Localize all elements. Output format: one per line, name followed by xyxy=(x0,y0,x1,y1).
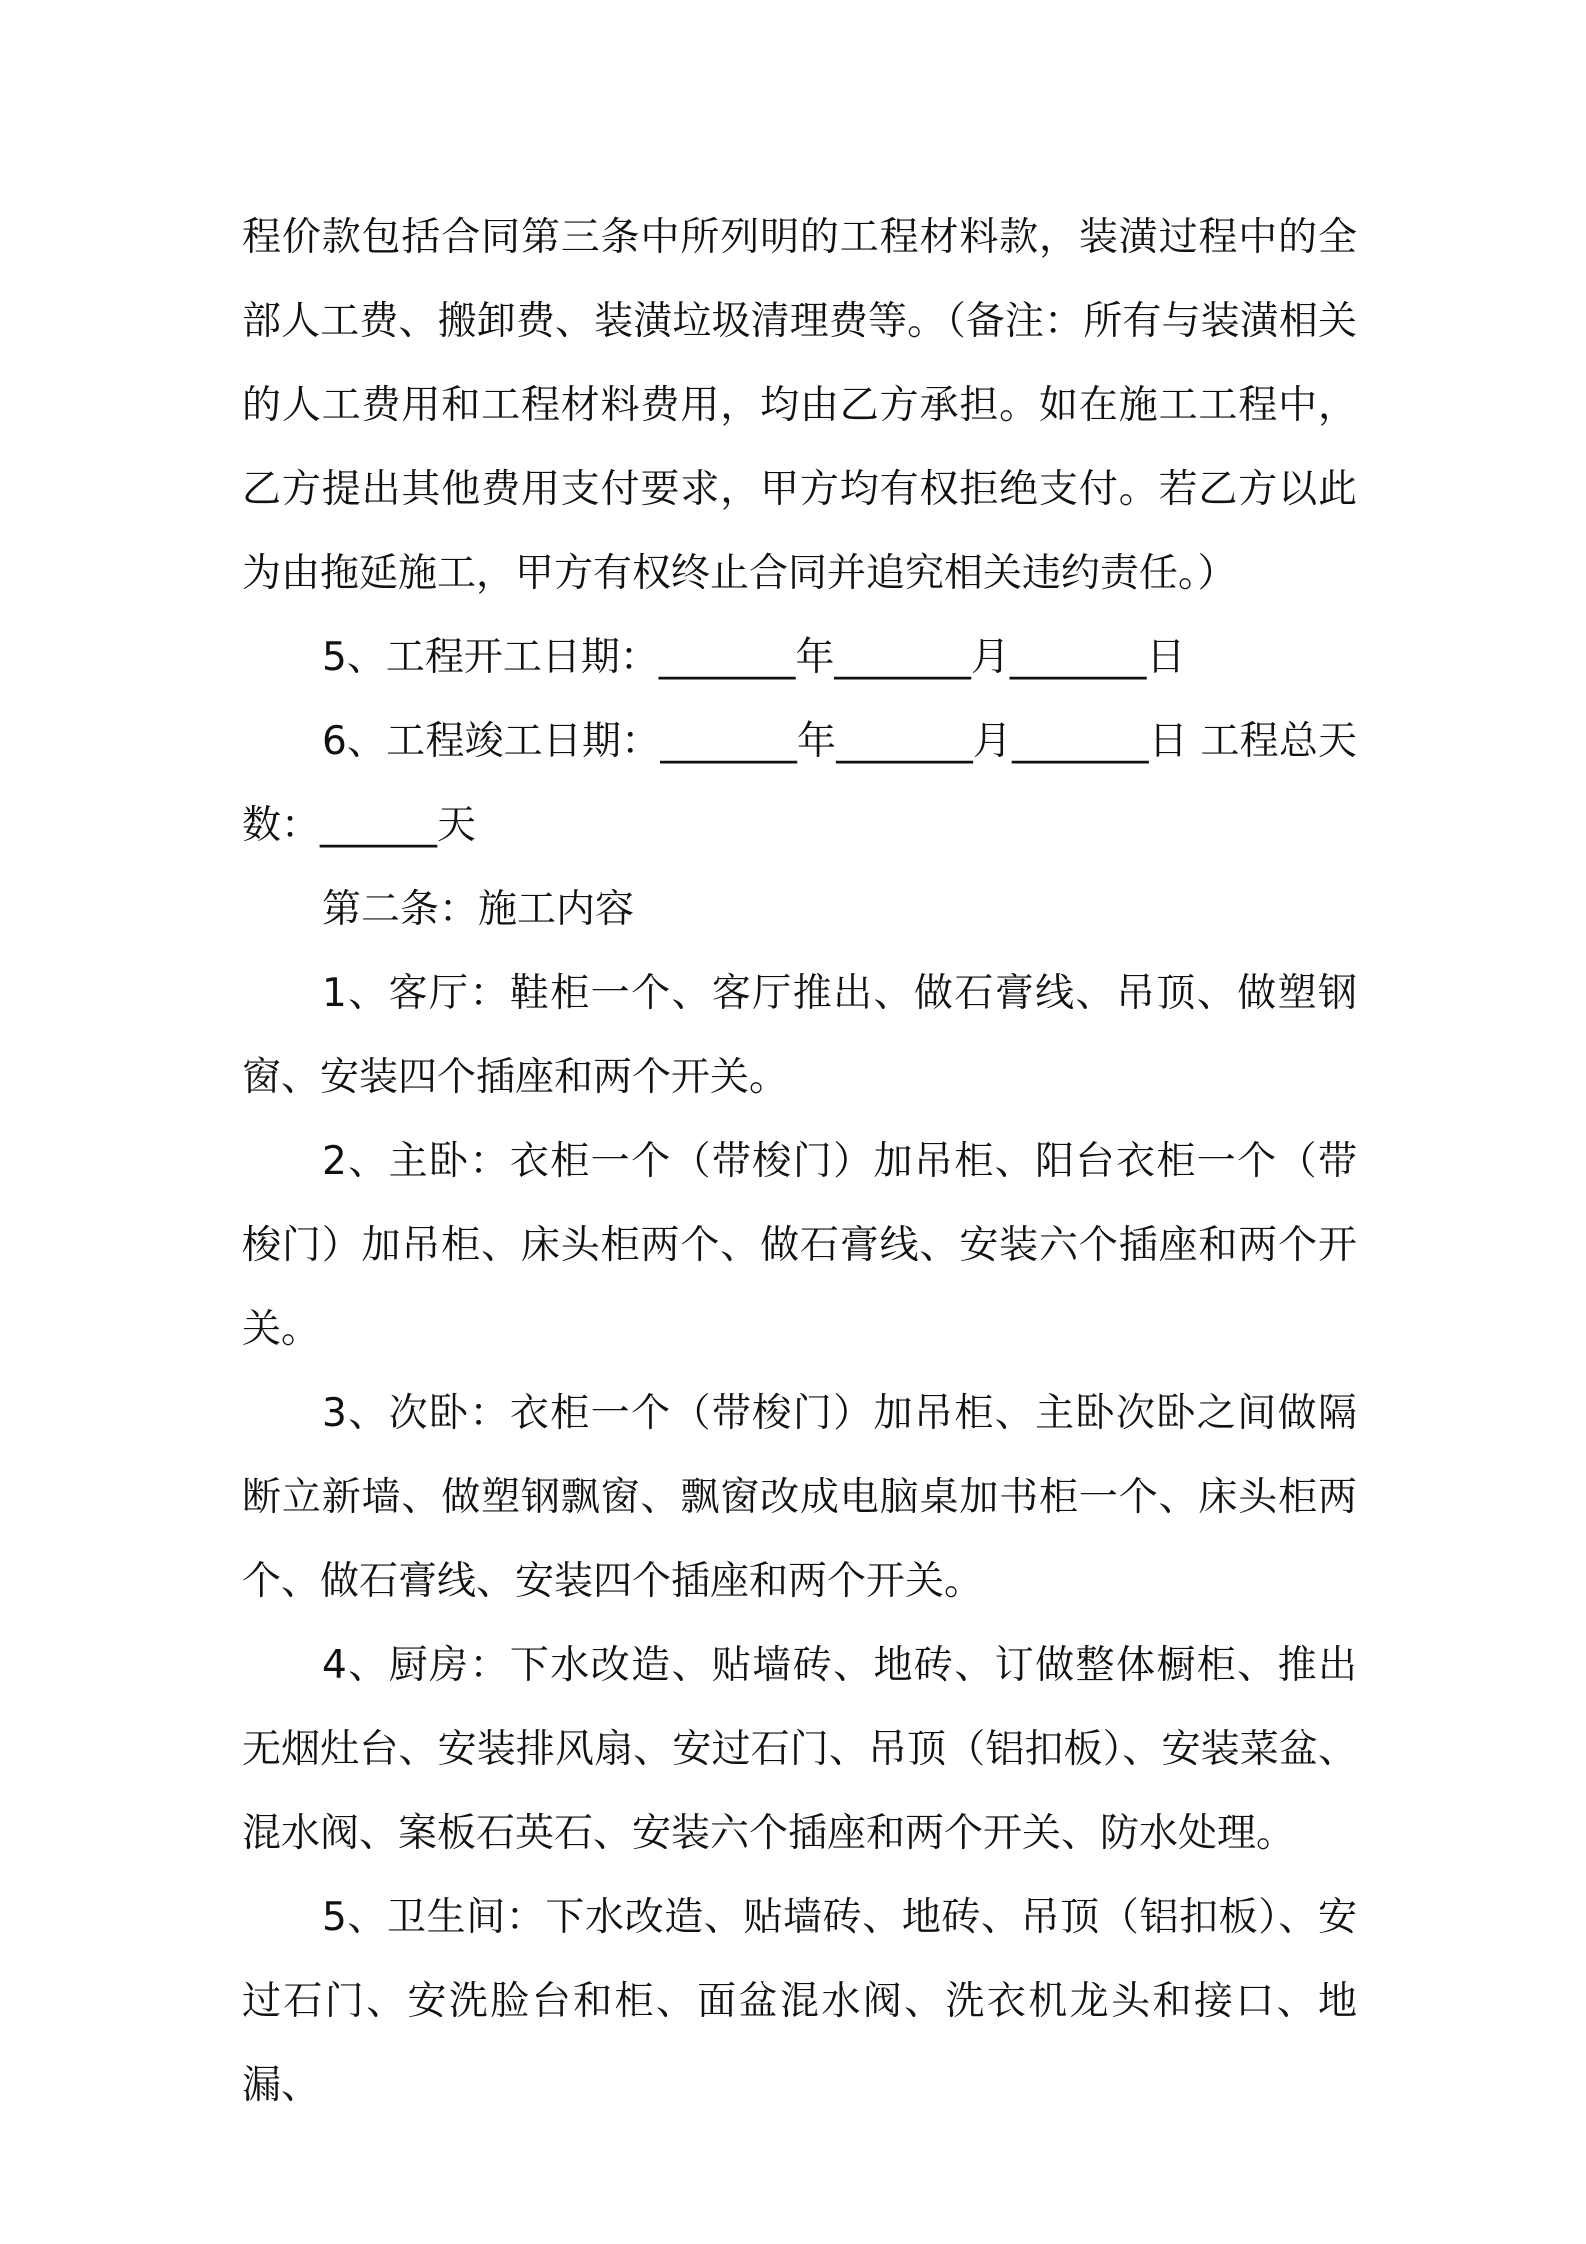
paragraph-price-terms: 程价款包括合同第三条中所列明的工程材料款，装潢过程中的全部人工费、搬卸费、装潢垃圾清理费等。（备注：所有与装潢相关的人工费用和工程材料费用，均由乙方承担。如在施工工程中，乙方提出其他费用支付要求，甲方均有权拒绝支付。若乙方以此为由拖延施工，甲方有权终止合同并追究相关违约责任。） xyxy=(242,215,1357,596)
paragraph-living-room: 1、客厅：鞋柜一个、客厅推出、做石膏线、吊顶、做塑钢窗、安装四个插座和两个开关。 xyxy=(242,971,1357,1100)
document-body xyxy=(242,196,1357,2128)
paragraph-master-bedroom: 2、主卧：衣柜一个（带梭门）加吊柜、阳台衣柜一个（带梭门）加吊柜、床头柜两个、做石膏线、安装六个插座和两个开关。 xyxy=(242,1139,1357,1352)
paragraph-kitchen: 4、厨房：下水改造、贴墙砖、地砖、订做整体橱柜、推出无烟灶台、安装排风扇、安过石门、吊顶（铝扣板）、安装菜盆、混水阀、案板石英石、安装六个插座和两个开关、防水处理。 xyxy=(242,1643,1357,1856)
paragraph-start-date: 5、工程开工日期：_______年_______月_______日 xyxy=(322,635,1186,680)
paragraph-completion-date: 6、工程竣工日期：_______年_______月_______日 工程总天数：______天 xyxy=(242,719,1357,848)
paragraph-second-bedroom: 3、次卧：衣柜一个（带梭门）加吊柜、主卧次卧之间做隔断立新墙、做塑钢飘窗、飘窗改成电脑桌加书柜一个、床头柜两个、做石膏线、安装四个插座和两个开关。 xyxy=(242,1391,1357,1604)
paragraph-bathroom: 5、卫生间：下水改造、贴墙砖、地砖、吊顶（铝扣板）、安过石门、安洗脸台和柜、面盆混水阀、洗衣机龙头和接口、地漏、 xyxy=(242,1895,1357,2108)
section-heading-construction-content: 第二条：施工内容 xyxy=(322,887,635,932)
